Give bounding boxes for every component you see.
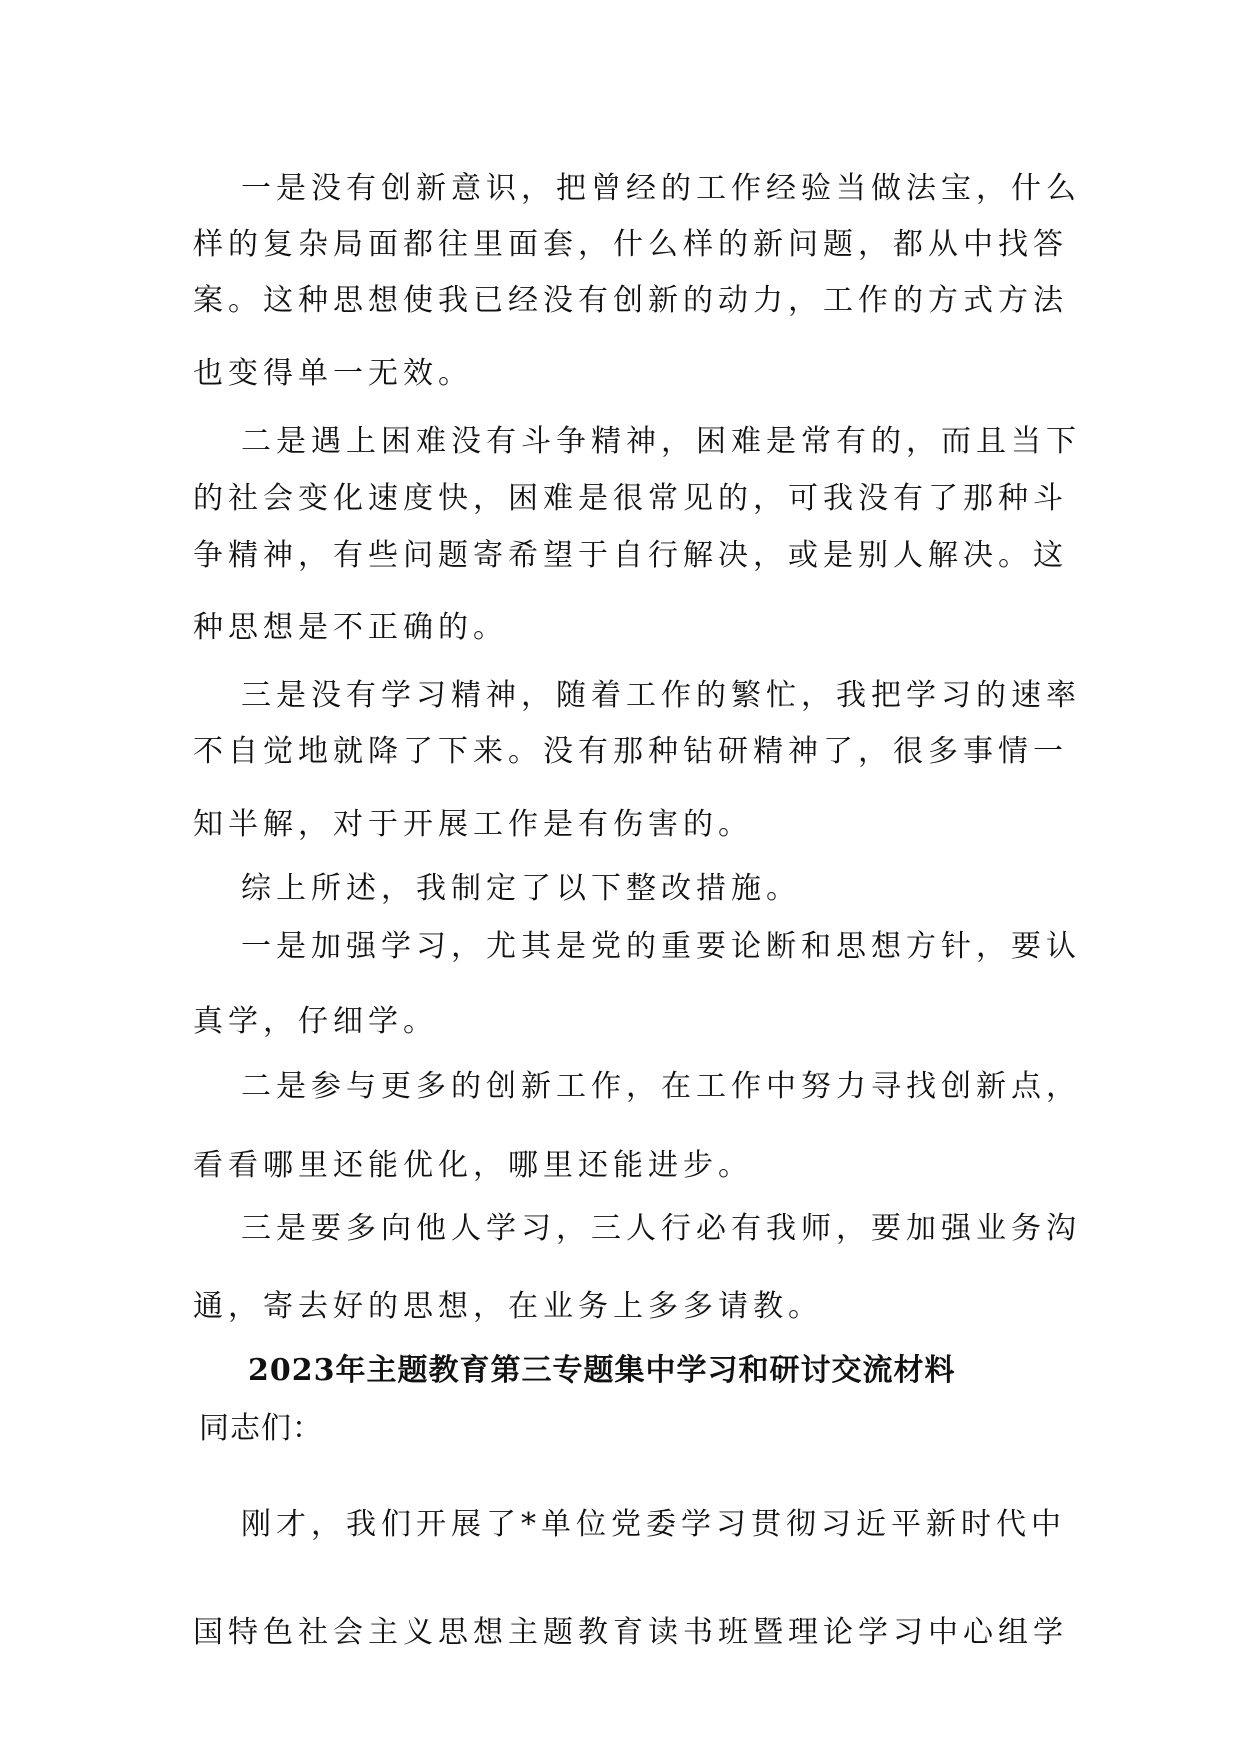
paragraph-3-line-1: 三是没有学习精神，随着工作的繁忙，我把学习的速率 xyxy=(241,678,1081,713)
paragraph-2-line-2: 的社会变化速度快，困难是很常见的，可我没有了那种斗 xyxy=(193,481,1068,516)
paragraph-7-line-2: 通，寄去好的思想，在业务上多多请教。 xyxy=(193,1289,823,1324)
paragraph-6-line-1: 二是参与更多的创新工作，在工作中努力寻找创新点， xyxy=(241,1069,1081,1104)
paragraph-3-line-2: 不自觉地就降了下来。没有那种钻研精神了，很多事情一 xyxy=(193,734,1068,769)
paragraph-6-line-2: 看看哪里还能优化，哪里还能进步。 xyxy=(193,1148,753,1183)
paragraph-1-line-3: 案。这种思想使我已经没有创新的动力，工作的方式方法 xyxy=(193,283,1068,318)
paragraph-8-line-1: 刚才，我们开展了*单位党委学习贯彻习近平新时代中 xyxy=(241,1507,1066,1542)
paragraph-8-line-2: 国特色社会主义思想主题教育读书班暨理论学习中心组学 xyxy=(193,1615,1068,1650)
salutation: 同志们： xyxy=(199,1411,323,1446)
paragraph-4-line-1: 综上所述，我制定了以下整改措施。 xyxy=(241,871,801,906)
paragraph-2-line-1: 二是遇上困难没有斗争精神，困难是常有的，而且当下 xyxy=(241,424,1081,459)
paragraph-2-line-3: 争精神，有些问题寄希望于自行解决，或是别人解决。这 xyxy=(193,538,1068,573)
paragraph-3-line-3: 知半解，对于开展工作是有伤害的。 xyxy=(193,807,753,842)
paragraph-5-line-2: 真学，仔细学。 xyxy=(193,1004,438,1039)
paragraph-1-line-2: 样的复杂局面都往里面套，什么样的新问题，都从中找答 xyxy=(193,227,1068,262)
paragraph-2-line-4: 种思想是不正确的。 xyxy=(193,610,508,645)
paragraph-5-line-1: 一是加强学习，尤其是党的重要论断和思想方针，要认 xyxy=(241,929,1081,964)
paragraph-1-line-1: 一是没有创新意识，把曾经的工作经验当做法宝，什么 xyxy=(241,171,1081,206)
section-title: 2023年主题教育第三专题集中学习和研讨交流材料 xyxy=(248,1353,956,1388)
paragraph-7-line-1: 三是要多向他人学习，三人行必有我师，要加强业务沟 xyxy=(241,1211,1081,1246)
paragraph-1-line-4: 也变得单一无效。 xyxy=(193,356,473,391)
